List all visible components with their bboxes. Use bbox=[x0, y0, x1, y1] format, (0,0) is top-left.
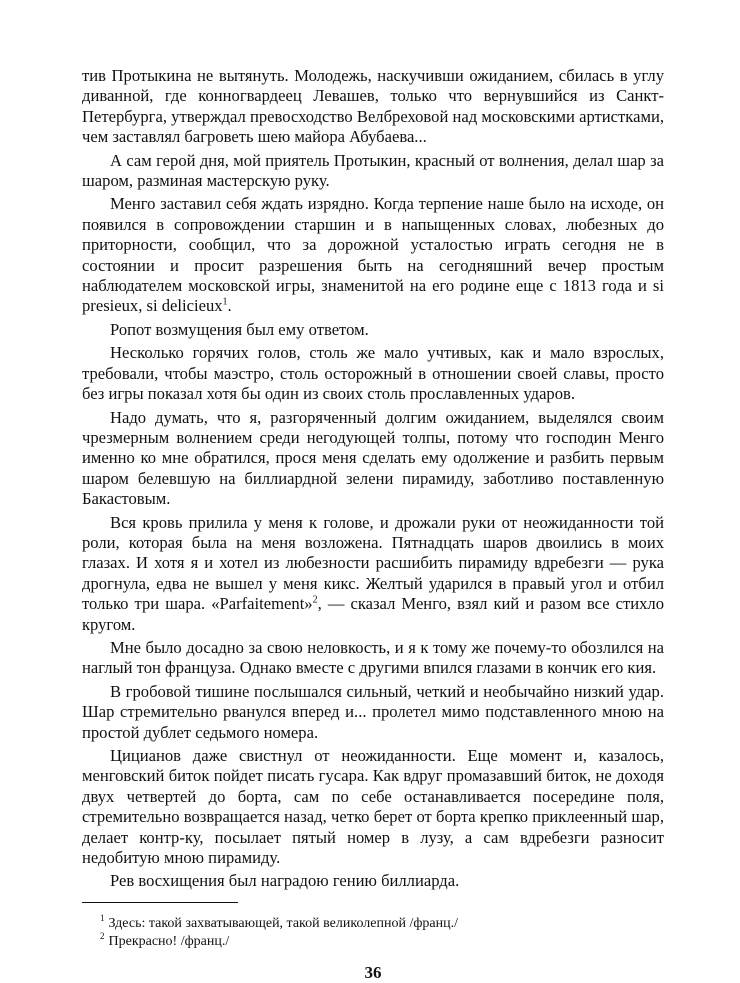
page-number: 36 bbox=[364, 962, 382, 982]
footnote-1: $^1$ Здесь: такой захватывающей, такой великолепной /франц./ bbox=[100, 913, 458, 931]
book-page bbox=[82, 66, 664, 983]
paragraph-6: Надо думать, что я, разгоряченный долгим ожиданием, выделялся своим чрезмерным волнением среди негодующей толпы, потому что господин Менго именно ко мне обратился, прося меня сделать ему одолжение и разбить первым шаром белевшую на биллиардной зелени пирамиду, заботливо поставленную Бакастовым. bbox=[82, 407, 664, 509]
body-text bbox=[82, 66, 664, 892]
footnotes bbox=[82, 915, 664, 951]
footnote-divider bbox=[82, 902, 238, 903]
paragraph-4: Ропот возмущения был ему ответом. bbox=[110, 319, 369, 339]
paragraph-7: Вся кровь прилила у меня к голове, и дрожали руки от неожиданности той роли, которая была на меня возложена. Пятнадцать шаров двоились в моих глазах. И хотя я и хотел из любезности расшибить пирамиду вдребезги — рука дрогнула, едва не вышел у меня кикс. Желтый ударился в правый угол и отбил только три шара. «Parfaitement»$^2$, — сказал Менго, взял кий и разом все стихло кругом. bbox=[82, 512, 665, 634]
paragraph-5: Несколько горячих голов, столь же мало учтивых, как и мало взрослых, требовали, чтобы маэстро, столь осторожный в отношении своей славы, просто без игры показал хотя бы один из своих столь прославленных ударов. bbox=[82, 343, 664, 404]
paragraph-9: В гробовой тишине послышался сильный, четкий и необычайно низкий удар. Шар стремительно рванулся вперед и... пролетел мимо подставленного мною на простой дублет седьмого номера. bbox=[82, 681, 664, 742]
paragraph-2: А сам герой дня, мой приятель Протыкин, красный от волнения, делал шар за шаром, разминая мастерскую руку. bbox=[82, 150, 664, 191]
footnote-mark-2: 2 bbox=[100, 931, 105, 942]
footnote-ref-2: 2 bbox=[312, 594, 318, 606]
paragraph-1: тив Протыкина не вытянуть. Молодежь, наскучивши ожиданием, сбилась в углу диванной, где конногвардеец Левашев, только что вернувшийся из Санкт-Петербурга, утверждал превосходство Велбреховой над московскими артистками, чем заставлял багроветь шею майора Абубаева... bbox=[82, 66, 664, 147]
footnote-ref-1: 1 bbox=[222, 296, 228, 308]
paragraph-10: Цицианов даже свистнул от неожиданности. Еще момент и, казалось, менговский биток пойдет писать гусара. Как вдруг промазавший биток, не доходя двух четвертей до борта, сам по себе останавливается посередине поля, стремительно возвращается назад, четко берет от борта крепко приклеенный шар, делает контр-ку, посылает пятый номер в лузу, а сам вдребезги разносит недобитую мною пирамиду. bbox=[82, 746, 664, 868]
paragraph-3: Менго заставил себя ждать изрядно. Когда терпение наше было на исходе, он появился в сопровождении старшин и в напыщенных словах, любезных до приторности, сообщил, что за дорожной усталостью играть сегодня не в состоянии и просит разрешения быть на сегодняшний вечер простым наблюдателем московской игры, знаменитой на его родине еще с 1813 года и si presieux, si delicieux$^1$. bbox=[82, 194, 664, 316]
paragraph-8: Мне было досадно за свою неловкость, и я к тому же почему-то обозлился на наглый тон француза. Однако вместе с другими впился глазами в кончик его кия. bbox=[82, 637, 664, 678]
footnote-2: $^2$ Прекрасно! /франц./ bbox=[100, 931, 230, 949]
footnote-mark-1: 1 bbox=[100, 913, 105, 924]
paragraph-11: Рев восхищения был наградою гению биллиарда. bbox=[110, 871, 460, 891]
